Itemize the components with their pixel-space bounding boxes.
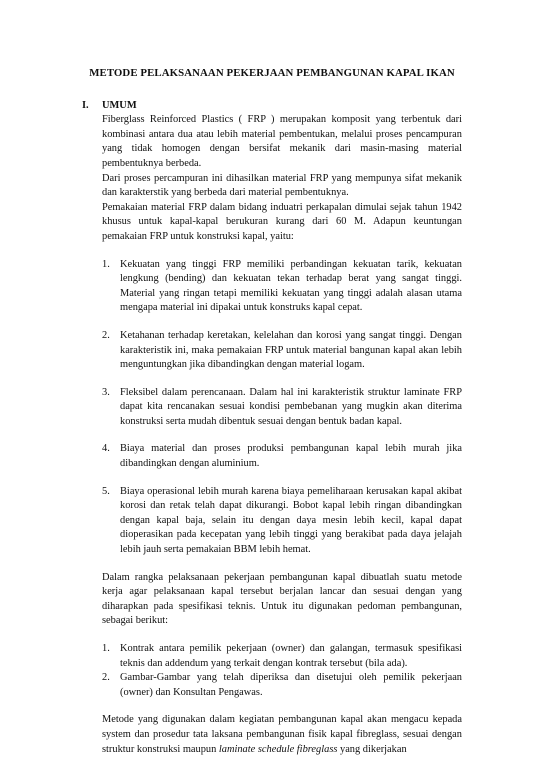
- list-number: 1.: [102, 643, 110, 654]
- list-text: Biaya material dan proses produksi pembangunan kapal lebih murah jika dibandingkan dengan aluminium.: [120, 443, 462, 470]
- list-number: 1.: [102, 258, 110, 270]
- list-number: 5.: [102, 485, 110, 497]
- intro-paragraph: Dari proses percampuran ini dihasilkan material FRP yang mempunya sifat mekanik dan karakterstik yang berbeda dari material pembentuknya.: [102, 172, 462, 199]
- list-text: Biaya operasional lebih murah karena biaya pemeliharaan kerusakan kapal akibat korosi dan retak telah dapat dikurangi. Bobot kapal lebih ringan dibandingkan dengan kapal baja, selain itu dengan daya mesin lebih kecil, kapal dapat dioperasikan pada kecepatan yang lebih tinggi yang berakibat pada daya jelajah lebih jauh serta pemakaian BBM lebih hemat.: [120, 485, 462, 556]
- list-item: [102, 485, 462, 558]
- section-title: UMUM: [102, 99, 137, 111]
- section-number: I.: [82, 99, 89, 111]
- section-heading: [82, 99, 462, 114]
- list-number: 3.: [102, 386, 110, 398]
- list-text: Kontrak antara pemilik pekerjaan (owner) dan galangan, termasuk spesifikasi teknis dan addendum yang terkait dengan kontrak tersebut (bila ada).: [120, 643, 462, 669]
- list-item: [102, 258, 462, 316]
- list-item: [102, 329, 462, 373]
- guidelines-list: [102, 642, 462, 700]
- list-item: [102, 386, 462, 430]
- list-item: [102, 642, 462, 671]
- method-italic-term: laminate schedule fibreglass: [218, 743, 338, 755]
- list-text: Fleksibel dalam perencanaan. Dalam hal ini karakteristik struktur laminate FRP dapat kita rencanakan sesuai kondisi pembebanan yang mugkin akan diterima konstruksi serta mudah dibentuk sesuai dengan bentuk badan kapal.: [120, 386, 462, 427]
- advantages-list: [102, 258, 462, 558]
- list-number: 4.: [102, 443, 110, 455]
- document-title: METODE PELAKSANAAN PEKERJAAN PEMBANGUNAN KAPAL IKAN: [89, 67, 455, 79]
- method-text: Metode yang digunakan dalam kegiatan pembangunan kapal akan mengacu kepada system dan prosedur tata laksana pembangunan fisik kapal fibreglass, sesuai dengan struktur konstruksi maupun: [102, 714, 462, 755]
- intro-paragraph: Fiberglass Reinforced Plastics ( FRP ) merupakan komposit yang terbentuk dari kombinasi antara dua atau lebih material pembentukan, melalui proses pencampuran yang tidak homogen dengan bersifat mekanik dari masin-masing material pembentuknya berbeda.: [102, 114, 462, 169]
- intro-paragraph: Pemakaian material FRP dalam bidang induatri perkapalan dimulai sejak tahun 1942 khusus untuk kapal-kapal berukuran kurang dari 60 M. Adapun keuntungan pemakaian FRP untuk konstruksi kapal, yaitu:: [102, 201, 462, 242]
- list-text: Gambar-Gambar yang telah diperiksa dan disetujui oleh pemilik pekerjaan (owner) dan Konsultan Pengawas.: [120, 672, 462, 698]
- list-text: Ketahanan terhadap keretakan, kelelahan dan korosi yang sangat tinggi. Dengan karakteristik ini, maka pemakaian FRP untuk material bangunan kapal akan lebih menguntungkan jika dibandingkan dengan material logam.: [120, 329, 462, 371]
- list-item: [102, 671, 462, 700]
- list-text: Kekuatan yang tinggi FRP memiliki perbandingan kekuatan tarik, kekuatan lengkung (bending) dan kekuatan tekan terhadap berat yang sangat tinggi. Material yang ringan tetapi memiliki kekuatan yang tinggi adalah alasan utama mengapa material ini dipakai untuk konstruks kapal cepat.: [120, 258, 462, 314]
- method-text-end: yang dikerjakan: [337, 743, 407, 755]
- framework-paragraph: Dalam rangka pelaksanaan pekerjaan pembangunan kapal dibuatlah suatu metode kerja agar pelaksanaan kapal tersebut berjalan lancar dan sesuai dengan yang diharapkan pada spesifikasi teknis. Untuk itu digunakan pedoman pembangunan, sebagai berikut:: [102, 571, 462, 627]
- list-number: 2.: [102, 672, 110, 684]
- list-item: [102, 442, 462, 471]
- section-body: [102, 113, 462, 757]
- method-paragraph: [102, 713, 462, 757]
- list-number: 2.: [102, 329, 110, 341]
